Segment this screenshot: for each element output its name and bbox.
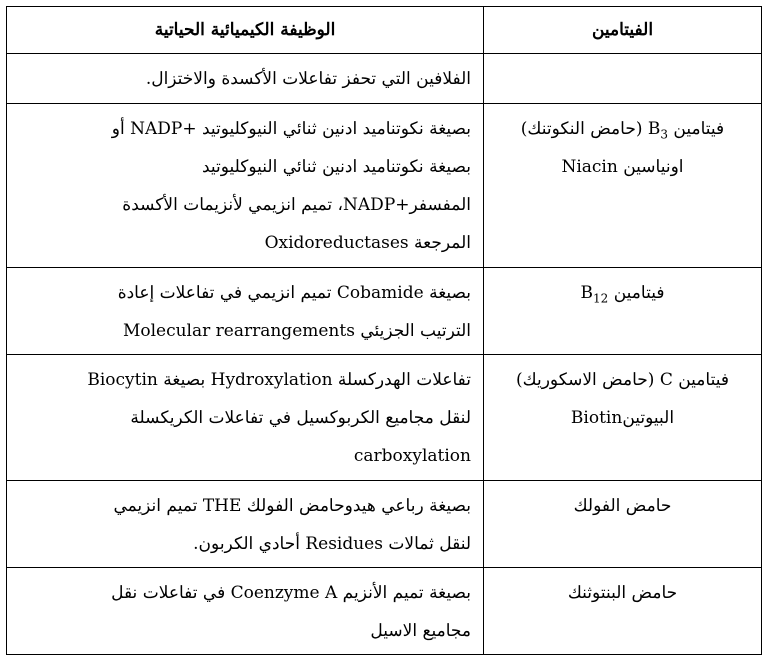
table-row xyxy=(7,54,762,104)
function-text: الترتيب الجزيئي Molecular rearrangements xyxy=(122,321,471,341)
function-text: المرجعة Oxidoreductases xyxy=(264,233,471,253)
function-text: بصيغة نكوتناميد ادنين ثنائي النيوكليوتيد +NADP أو xyxy=(111,119,471,139)
vitamin-name: حامض البنتوثنك xyxy=(567,583,678,603)
table-row xyxy=(7,268,762,355)
table-row xyxy=(7,104,762,268)
table-body xyxy=(7,54,762,655)
function-cell xyxy=(7,481,484,568)
function-text: بصيغة Cobamide تميم انزيمي في تفاعلات إعادة xyxy=(117,283,471,303)
vitamin-cell xyxy=(484,268,762,355)
function-cell xyxy=(7,54,484,104)
function-text: تفاعلات الهدركسلة Hydroxylation بصيغة Biocytin xyxy=(87,370,471,390)
function-text: المفسفر+NADP، تميم انزيمي لأنزيمات الأكسدة xyxy=(122,195,471,215)
vitamin-cell xyxy=(484,355,762,481)
function-cell xyxy=(7,568,484,655)
vitamin-name: اونياسين Niacin xyxy=(561,157,684,177)
vitamin-cell xyxy=(484,481,762,568)
vitamin-cell xyxy=(484,568,762,655)
table-row xyxy=(7,481,762,568)
function-text: الفلافين التي تحفز تفاعلات الأكسدة والاختزال. xyxy=(145,69,471,89)
table-header-row xyxy=(7,7,762,54)
vitamin-cell xyxy=(484,104,762,268)
header-vitamin: الفيتامين xyxy=(484,7,762,54)
function-text: لنقل ثمالات Residues أحادي الكربون. xyxy=(193,534,471,554)
table-row xyxy=(7,568,762,655)
header-function: الوظيفة الكيميائية الحياتية xyxy=(7,7,484,54)
function-text: بصيغة تميم الأنزيم Coenzyme A في تفاعلات نقل xyxy=(111,583,471,603)
vitamin-name: فيتامين $B_{12}$ xyxy=(580,283,665,306)
function-text: لنقل مجاميع الكربوكسيل في تفاعلات الكريكسلة xyxy=(130,408,471,428)
function-cell xyxy=(7,104,484,268)
document-page xyxy=(6,6,761,648)
function-text: مجاميع الاسيل xyxy=(370,621,471,641)
function-text: carboxylation xyxy=(353,446,471,466)
vitamin-cell xyxy=(484,54,762,104)
function-cell xyxy=(7,355,484,481)
vitamin-name: حامض الفولك xyxy=(573,496,672,516)
vitamin-name: البيوتينBiotin xyxy=(570,408,675,428)
vitamin-name: فيتامين $B_3$ (حامض النكوتنك) xyxy=(520,119,725,142)
function-text: بصيغة نكوتناميد ادنين ثنائي النيوكليوتيد xyxy=(201,157,471,177)
function-text: بصيغة رباعي هيدوحامض الفولك THE تميم انزيمي xyxy=(113,496,471,516)
vitamins-table xyxy=(6,6,762,655)
vitamin-name: فيتامين C (حامض الاسكوريك) xyxy=(516,370,729,390)
table-row xyxy=(7,355,762,481)
function-cell xyxy=(7,268,484,355)
